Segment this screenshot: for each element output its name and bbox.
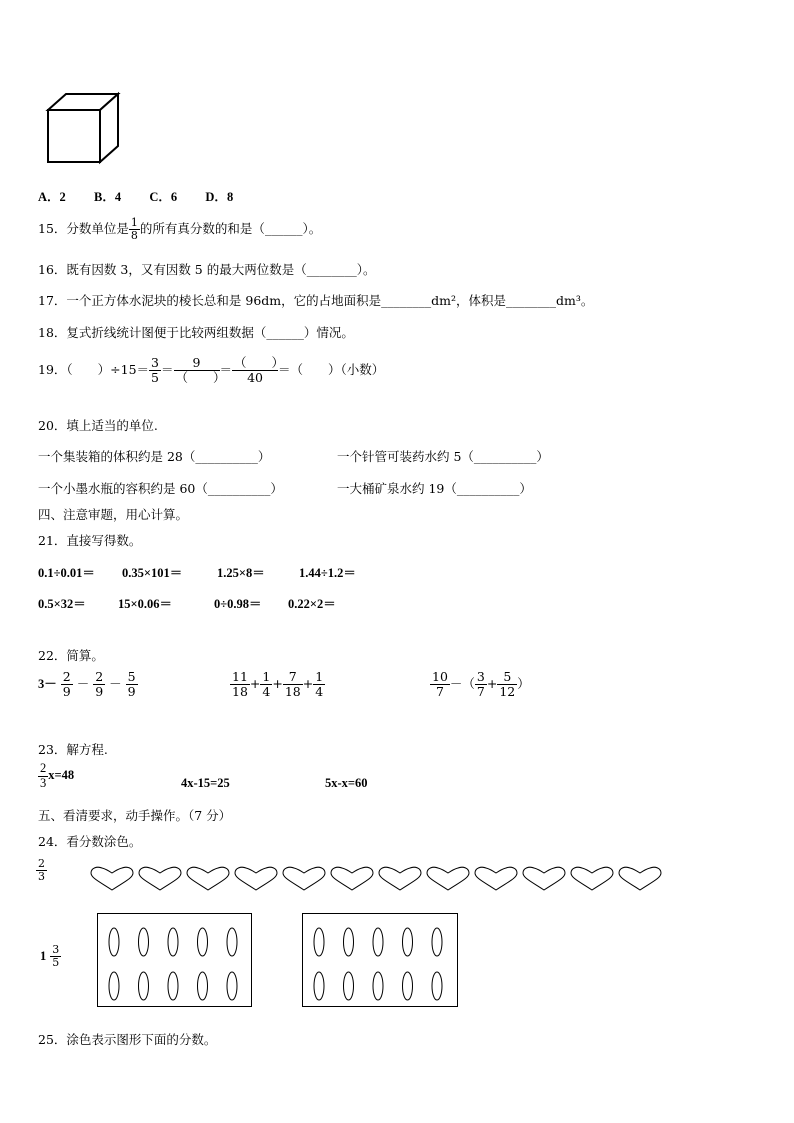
heart-shape[interactable] — [475, 867, 517, 890]
oval-shape[interactable] — [403, 928, 413, 956]
q23-equation-3: 5x-x=60 — [325, 776, 368, 790]
oval-shape[interactable] — [168, 972, 178, 1000]
question-21-title: 21．直接写得数。 — [38, 533, 142, 548]
oval-shape[interactable] — [403, 972, 413, 1000]
ovals-fraction-label: 1 $\frac{3}{5}$ — [40, 943, 60, 970]
section-5-heading: 五、看清要求，动手操作。（7 分） — [38, 808, 232, 823]
question-16: 16．既有因数 3，又有因数 5 的最大两位数是（________）。 — [38, 262, 376, 277]
oval-shape[interactable] — [198, 928, 208, 956]
oval-box-left — [97, 913, 252, 1007]
question-15: 15．分数单位是 $\frac{1}{8}$ 的所有真分数的和是（______）。 — [38, 216, 322, 243]
heart-shape[interactable] — [283, 867, 325, 890]
heart-shape[interactable] — [91, 867, 133, 890]
q21-row2-item1: 0.5×32＝ — [38, 597, 86, 611]
option-a: A．2 — [38, 190, 66, 204]
heart-shape[interactable] — [619, 867, 661, 890]
oval-shape[interactable] — [139, 928, 149, 956]
heart-shape[interactable] — [139, 867, 181, 890]
heart-shape[interactable] — [235, 867, 277, 890]
heart-shape[interactable] — [187, 867, 229, 890]
question-20-c: 一个小墨水瓶的容积约是 60（__________） — [38, 481, 283, 496]
q21-row1-item3: 1.25×8＝ — [217, 566, 265, 580]
question-23-title: 23．解方程. — [38, 742, 108, 757]
question-20-d: 一大桶矿泉水约 19（__________） — [337, 481, 532, 496]
q21-row1-item4: 1.44÷1.2＝ — [299, 566, 356, 580]
oval-shape[interactable] — [344, 972, 354, 1000]
oval-shape[interactable] — [109, 928, 119, 956]
oval-box-right — [302, 913, 458, 1007]
q21-row2-item2: 15×0.06＝ — [118, 597, 172, 611]
heart-shape[interactable] — [331, 867, 373, 890]
oval-shape[interactable] — [432, 972, 442, 1000]
oval-shape[interactable] — [227, 972, 237, 1000]
oval-shape[interactable] — [314, 972, 324, 1000]
heart-shape[interactable] — [427, 867, 469, 890]
oval-shape[interactable] — [432, 928, 442, 956]
heart-shape[interactable] — [571, 867, 613, 890]
q21-row2-item4: 0.22×2＝ — [288, 597, 336, 611]
hearts-fraction-label: $\frac{2}{3}$ — [38, 857, 45, 884]
oval-shape[interactable] — [168, 928, 178, 956]
oval-shape[interactable] — [198, 972, 208, 1000]
question-20-b: 一个针管可装药水约 5（__________） — [337, 449, 549, 464]
heart-shape[interactable] — [379, 867, 421, 890]
cube-figure — [44, 92, 124, 166]
option-c: C．6 — [149, 190, 178, 204]
q23-equation-2: 4x-15=25 — [181, 776, 230, 790]
question-19: 19．（ ）÷15＝ $\frac{3}{5}$ ＝ $\frac{9}{( )}$ ＝ $\frac{( )}{40}$ ＝（ ）（小数） — [38, 355, 385, 385]
oval-shape[interactable] — [373, 972, 383, 1000]
oval-shape[interactable] — [373, 928, 383, 956]
hearts-row — [90, 866, 666, 895]
oval-shape[interactable] — [314, 928, 324, 956]
question-18: 18．复式折线统计图便于比较两组数据（______）情况。 — [38, 325, 354, 340]
q21-row1-item2: 0.35×101＝ — [122, 566, 183, 580]
oval-shape[interactable] — [139, 972, 149, 1000]
q22-expression-3: $\frac{10}{7}$ －（ $\frac{3}{7}$ + $\frac{5}{12}$ ） — [432, 669, 530, 699]
question-20-a: 一个集装箱的体积约是 28（__________） — [38, 449, 271, 464]
question-22-title: 22．简算。 — [38, 648, 104, 663]
q22-expression-2: $\frac{11}{18}$ + $\frac{1}{4}$ + $\frac{7}{18}$ + $\frac{1}{4}$ — [232, 669, 324, 699]
question-17: 17．一个正方体水泥块的棱长总和是 96dm，它的占地面积是________dm²，体积是________dm³。 — [38, 293, 594, 308]
section-4-heading: 四、注意审题，用心计算。 — [38, 507, 189, 522]
q23-equation-1: $\frac{2}{3}$ x=48 — [40, 761, 75, 790]
question-25-title: 25．涂色表示图形下面的分数。 — [38, 1032, 217, 1047]
question-24-title: 24．看分数涂色。 — [38, 834, 142, 849]
option-d: D．8 — [205, 190, 234, 204]
q14-options — [38, 187, 233, 205]
heart-shape[interactable] — [523, 867, 565, 890]
q21-row2-item3: 0÷0.98＝ — [214, 597, 262, 611]
q22-expression-1: 3－ $\frac{2}{9}$ － $\frac{2}{9}$ － $\frac{5}{9}$ — [38, 669, 136, 699]
question-20-title: 20．填上适当的单位. — [38, 418, 158, 433]
oval-shape[interactable] — [344, 928, 354, 956]
oval-shape[interactable] — [227, 928, 237, 956]
oval-shape[interactable] — [109, 972, 119, 1000]
option-b: B．4 — [94, 190, 122, 204]
q21-row1-item1: 0.1÷0.01＝ — [38, 566, 95, 580]
